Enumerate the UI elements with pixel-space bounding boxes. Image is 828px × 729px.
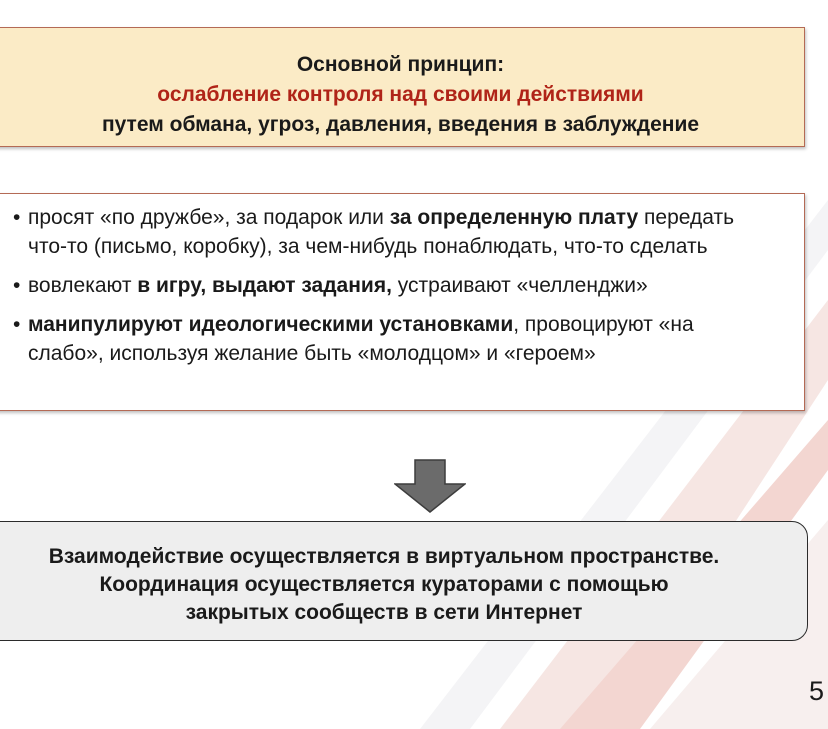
conclusion-line: Взаимодействие осуществляется в виртуальном пространстве. — [48, 545, 720, 568]
principle-methods-text: путем обмана, угроз, давления, введения в заблуждение — [101, 113, 700, 136]
bullet-icon: • — [13, 274, 21, 297]
item-text: передать что-то (письмо, коробку), за чем-нибудь понаблюдать, что-то сделать — [28, 206, 735, 258]
conclusion-line: закрытых сообществ в сети Интернет — [185, 601, 583, 624]
tactics-list — [13, 203, 774, 368]
arrow-down-icon — [394, 459, 466, 513]
list-item — [13, 203, 774, 261]
conclusion-line: Координация осуществляется кураторами с помощью — [99, 573, 669, 596]
bullet-icon: • — [13, 206, 21, 229]
bullet-icon: • — [13, 313, 21, 336]
item-bold-text: в игру, выдают задания, — [137, 274, 392, 297]
principle-heading: Основной принцип: — [296, 53, 505, 76]
tactics-box — [0, 193, 805, 411]
item-text: , провоцируют «на слабо», используя желание быть «молодцом» и «героем» — [28, 313, 694, 365]
list-item — [13, 271, 774, 300]
principle-box — [0, 27, 805, 147]
principle-accent-text: ослабление контроля над своими действиями — [157, 83, 644, 106]
item-text: устраивают «челленджи» — [391, 274, 648, 297]
page-number: 5 — [808, 676, 824, 706]
item-bold-text: манипулируют идеологическими установками — [28, 313, 514, 336]
list-item — [13, 310, 774, 368]
item-bold-text: за определенную плату — [389, 206, 639, 229]
item-text: вовлекают — [28, 274, 138, 297]
conclusion-box — [0, 521, 808, 641]
item-text: просят «по дружбе», за подарок или — [28, 206, 390, 229]
